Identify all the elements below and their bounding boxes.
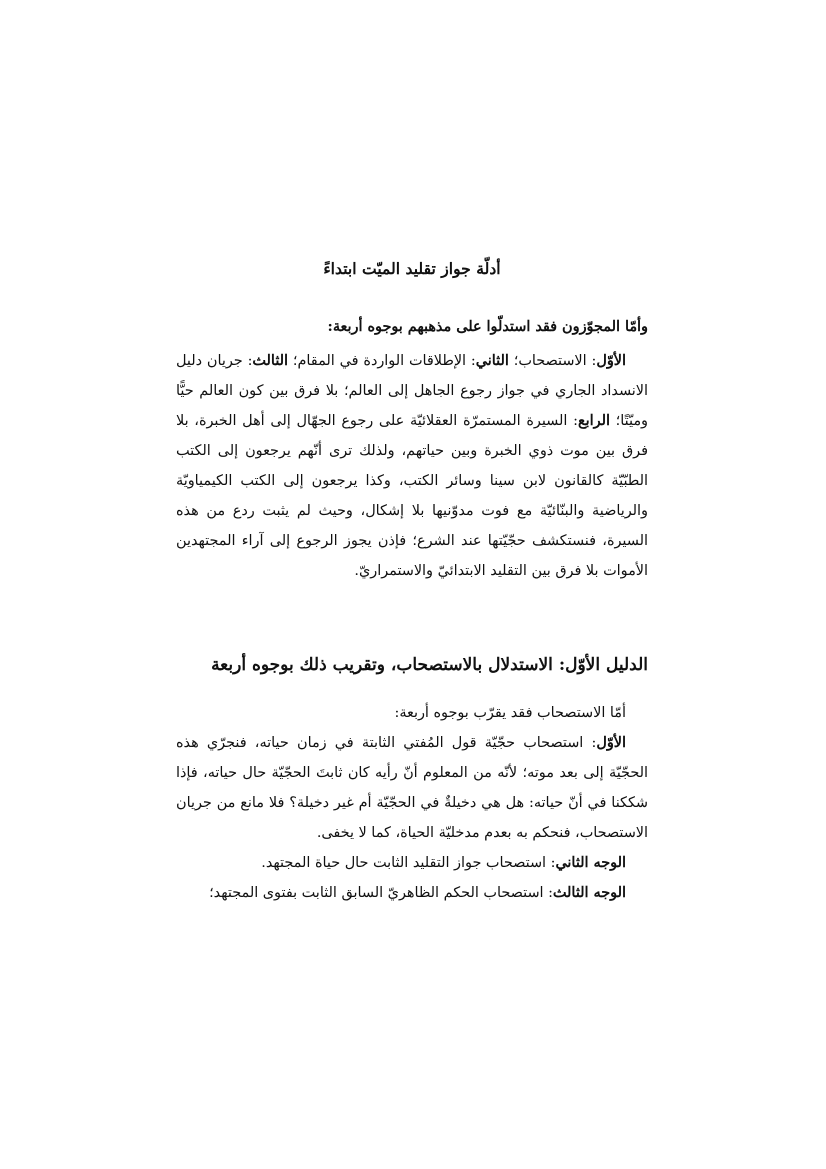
istishab-intro: أمّا الاستصحاب فقد يقرّب بوجوه أربعة: <box>394 705 626 721</box>
text-second: : استصحاب جواز التقليد الثابت حال حياة المجتهد. <box>261 855 556 871</box>
text-third: : جريان دليل الانسداد الجاري في جواز رجوع الجاهل إلى العالم؛ بلا فرق بين كون العالم حيًّا وميّتًا؛ <box>176 353 648 429</box>
evidence-list-paragraph <box>176 346 648 586</box>
intro-line: وأمّا المجوّزون فقد استدلّوا على مذهبهم بوجوه أربعة: <box>327 318 648 335</box>
label-third: الوجه الثالث <box>552 884 626 901</box>
istishab-section <box>176 698 648 908</box>
section-title: أدلّة جواز تقليد الميّت ابتداءً <box>323 259 501 278</box>
paragraph <box>176 728 648 848</box>
subsection-heading: الدليل الأوّل: الاستدلال بالاستصحاب، وتقريب ذلك بوجوه أربعة <box>211 655 648 675</box>
label-first: الأوّل <box>596 352 626 369</box>
text-second: : الإطلاقات الواردة في المقام؛ <box>288 353 476 369</box>
text-fourth: : السيرة المستمرّة العقلائيّة على رجوع الجهّال إلى أهل الخبرة، بلا فرق بين موت ذوي الخبرة وبين حياتهم، ولذلك ترى أنّهم يرجعون إلى الكتب الطبّيّة كالقانون لابن سينا وسائر الكتب، وكذا يرجعون إلى الكتب الكيمياويّة والرياضية والبنّائيّة مع فوت مدوّنيها بلا إشكال، وحيث لم يثبت ردع من هذه السيرة، فنستكشف حجّيّتها عند الشرع؛ فإذن يجوز الرجوع إلى آراء المجتهدين الأموات بلا فرق بين التقليد الابتدائيّ والاستمراريّ. <box>176 413 648 579</box>
paragraph <box>176 878 648 908</box>
label-first: الأوّل <box>596 734 626 751</box>
label-second: الوجه الثاني <box>555 854 626 871</box>
text-third: : استصحاب الحكم الظاهريّ السابق الثابت بفتوى المجتهد؛ <box>209 885 553 901</box>
label-second: الثاني <box>475 352 509 369</box>
label-third: الثالث <box>252 352 289 369</box>
paragraph <box>176 848 648 878</box>
paragraph <box>176 346 648 586</box>
label-fourth: الرابع <box>577 412 610 429</box>
text-first: : الاستصحاب؛ <box>508 353 597 369</box>
text-first: : استصحاب حجّيّة قول المُفتي الثابتة في زمان حياته، فنجرّي هذه الحجّيّة إلى بعد موته؛ لأنّه من المعلوم أنّ رأيه كان ثابتَ الحجّيّة حال حياته، فإذا شككنا في أنّ حياته: هل هي دخيلةٌ في الحجّيّة أم غير دخيلة؟ فلا مانع من جريان الاستصحاب، فنحكم به بعدم مدخليّة الحياة، كما لا يخفى. <box>176 735 648 841</box>
